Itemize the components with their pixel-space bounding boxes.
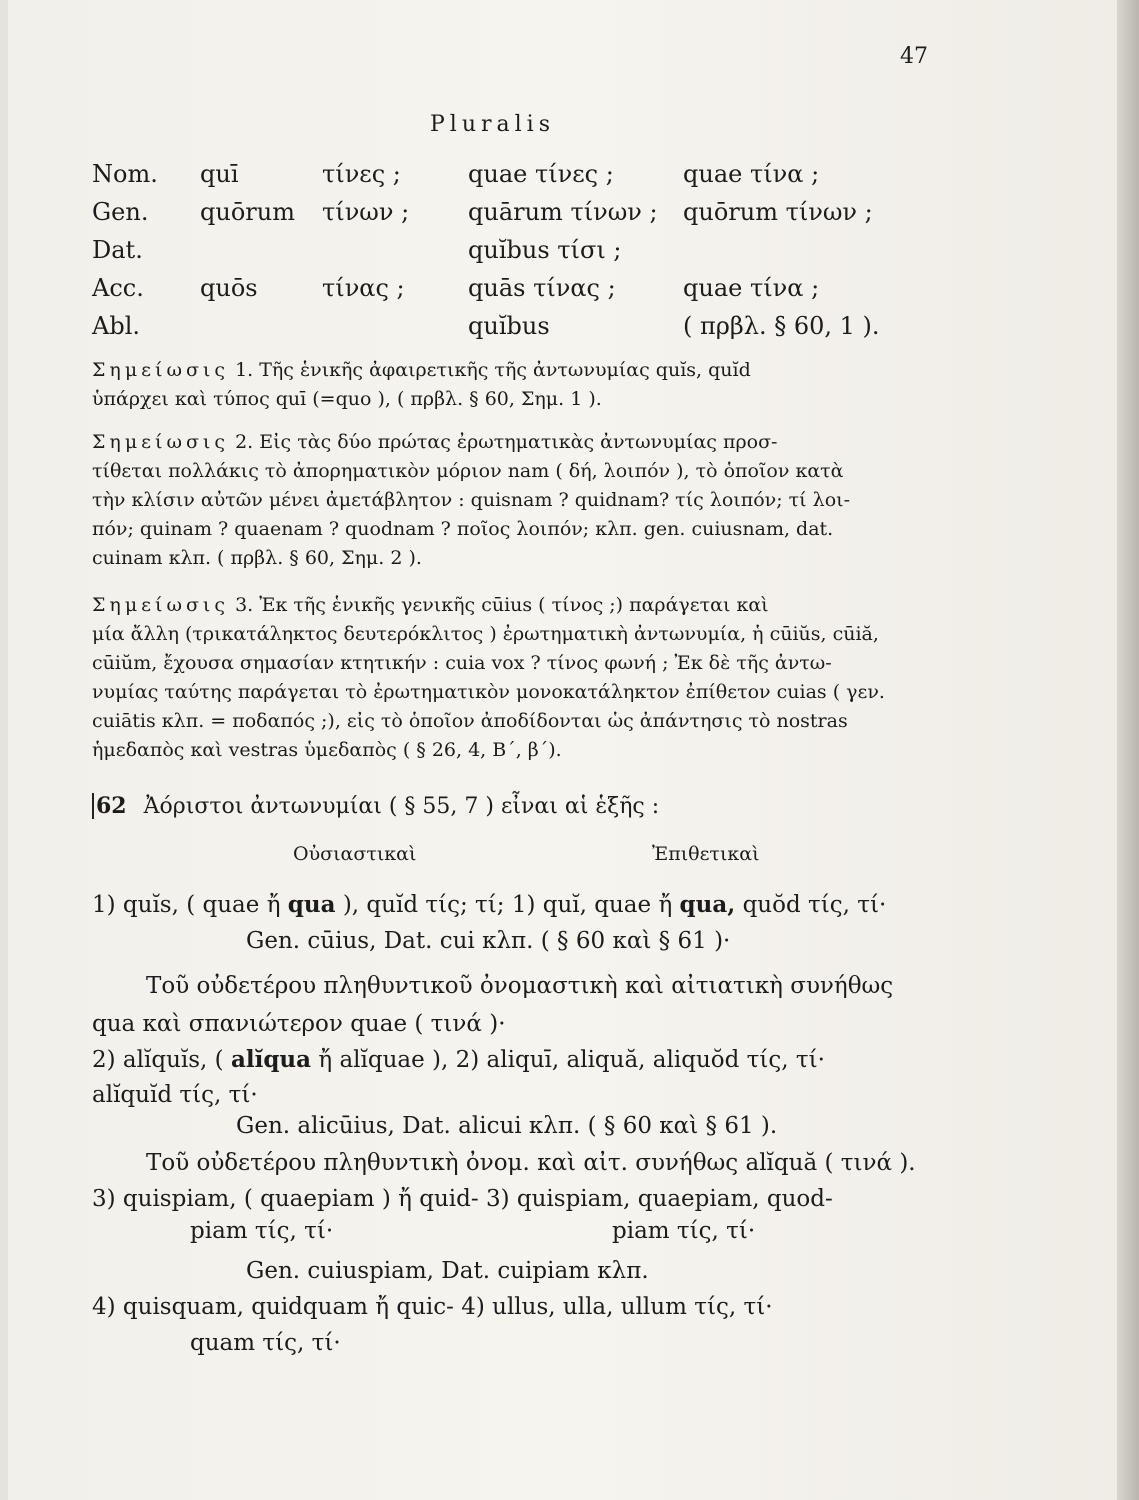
column-heading-substantive: Οὐσιαστικαὶ bbox=[293, 843, 417, 865]
item-1-note-line-1: Τοῦ οὐδετέρου πληθυντικοῦ ὀνομαστικὴ καὶ αἰτιατικὴ συνήθως bbox=[146, 973, 894, 999]
item-bold-text: alĭqua bbox=[230, 1046, 312, 1073]
note-3 bbox=[92, 591, 930, 765]
neut-form: quōrum τίνων ; bbox=[683, 198, 873, 226]
masc-latin: quōrum bbox=[200, 198, 295, 226]
note-2 bbox=[92, 428, 930, 573]
note-text: 2. Εἰς τὰς δύο πρώτας ἐρωτηματικὰς ἀντωνυμίας προσ- bbox=[235, 431, 778, 453]
fem-form: quĭbus τίσι ; bbox=[468, 236, 622, 264]
case-label: Dat. bbox=[92, 236, 143, 264]
page-number: 47 bbox=[900, 44, 928, 69]
page-binding-edge bbox=[1117, 0, 1139, 1500]
note-text: cuiātis κλπ. = ποδαπός ;), εἰς τὸ ὁποῖον ἀποδίδονται ὡς ἀπάντησις τὸ nostras bbox=[92, 710, 848, 732]
section-number: 62 bbox=[92, 793, 127, 819]
note-label: Σημείωσις bbox=[92, 359, 230, 381]
item-2-genitive: Gen. alicūius, Dat. alicui κλπ. ( § 60 καὶ § 61 ). bbox=[236, 1113, 778, 1139]
note-text: μία ἄλλη (τρικατάληκτος δευτερόκλιτος ) ἐρωτηματικὴ ἀντωνυμία, ἡ cūiŭs, cūiă, bbox=[92, 623, 879, 645]
note-text: cūiŭm, ἔχουσα σημασίαν κτητικήν : cuia vox ? τίνος φωνή ; Ἐκ δὲ τῆς ἀντω- bbox=[92, 652, 832, 674]
section-62-heading bbox=[92, 793, 659, 819]
item-bold-text: qua bbox=[287, 891, 336, 918]
case-label: Nom. bbox=[92, 160, 158, 188]
item-4-line-2: quam τίς, τί· bbox=[190, 1330, 341, 1356]
masc-greek: τίνες ; bbox=[322, 160, 401, 188]
column-heading-adjective: Ἐπιθετικαὶ bbox=[652, 843, 760, 865]
list-item-1 bbox=[92, 891, 886, 918]
section-title: Pluralis bbox=[430, 112, 556, 137]
masc-greek: τίνων ; bbox=[322, 198, 410, 226]
fem-form: quārum τίνων ; bbox=[468, 198, 658, 226]
item-bold-text: qua, bbox=[679, 891, 736, 918]
note-1 bbox=[92, 356, 930, 414]
note-text: πόν; quinam ? quaenam ? quodnam ? ποῖος λοιπόν; κλπ. gen. cuiusnam, dat. bbox=[92, 518, 834, 540]
case-label: Acc. bbox=[92, 274, 144, 302]
note-text: 3. Ἐκ τῆς ἑνικῆς γενικῆς cūius ( τίνος ;) παράγεται καὶ bbox=[235, 594, 769, 616]
note-text: τὴν κλίσιν αὐτῶν μένει ἀμετάβλητον : quisnam ? quidnam? τίς λοιπόν; τί λοι- bbox=[92, 489, 851, 511]
masc-latin: quōs bbox=[200, 274, 258, 302]
item-1-note-line-2: qua καὶ σπανιώτερον quae ( τινά )· bbox=[92, 1011, 506, 1037]
note-text: 1. Τῆς ἑνικῆς ἀφαιρετικῆς τῆς ἀντωνυμίας quĭs, quĭd bbox=[235, 359, 751, 381]
note-text: τίθεται πολλάκις τὸ ἀπορηματικὸν μόριον nam ( δή, λοιπόν ), τὸ ὁποῖον κατὰ bbox=[92, 460, 844, 482]
list-item-2 bbox=[92, 1046, 825, 1073]
item-text: 2) alĭquĭs, ( bbox=[92, 1047, 224, 1073]
page-left-edge bbox=[0, 0, 8, 1500]
item-1-genitive: Gen. cūius, Dat. cui κλπ. ( § 60 καὶ § 61 )· bbox=[246, 928, 731, 954]
note-label: Σημείωσις bbox=[92, 594, 230, 616]
list-item-3: 3) quispiam, ( quaepiam ) ἤ quid- 3) quispiam, quaepiam, quod- bbox=[92, 1186, 833, 1212]
list-item-4: 4) quisquam, quidquam ἤ quic- 4) ullus, ulla, ullum τίς, τί· bbox=[92, 1294, 773, 1320]
note-text: cuinam κλπ. ( πρβλ. § 60, Σημ. 2 ). bbox=[92, 547, 422, 569]
masc-latin: quī bbox=[200, 160, 239, 188]
neut-form: quae τίνα ; bbox=[683, 160, 820, 188]
neut-form: ( πρβλ. § 60, 1 ). bbox=[683, 312, 880, 340]
item-text: 1) quĭs, ( quae ἤ bbox=[92, 892, 281, 918]
fem-form: quĭbus bbox=[468, 312, 550, 340]
section-text: Ἀόριστοι ἀντωνυμίαι ( § 55, 7 ) εἶναι αἱ ἑξῆς : bbox=[143, 794, 660, 819]
case-label: Abl. bbox=[92, 312, 140, 340]
note-text: ὑπάρχει καὶ τύπος quī (=quo ), ( πρβλ. § 60, Σημ. 1 ). bbox=[92, 388, 602, 410]
item-3-line-2b: piam τίς, τί· bbox=[612, 1218, 756, 1244]
item-3-genitive: Gen. cuiuspiam, Dat. cuipiam κλπ. bbox=[246, 1258, 649, 1284]
note-text: νυμίας ταύτης παράγεται τὸ ἐρωτηματικὸν μονοκατάληκτον ἐπίθετον cuias ( γεν. bbox=[92, 681, 885, 703]
item-2-note: Τοῦ οὐδετέρου πληθυντικὴ ὀνομ. καὶ αἰτ. συνήθως alĭquă ( τινά ). bbox=[146, 1150, 916, 1176]
item-text: ), quĭd τίς; τί; 1) quĭ, quae ἤ bbox=[342, 892, 673, 918]
neut-form: quae τίνα ; bbox=[683, 274, 820, 302]
note-text: ἡμεδαπὸς καὶ vestras ὑμεδαπὸς ( § 26, 4, Β΄, β΄). bbox=[92, 739, 562, 761]
masc-greek: τίνας ; bbox=[322, 274, 405, 302]
case-label: Gen. bbox=[92, 198, 149, 226]
note-label: Σημείωσις bbox=[92, 431, 230, 453]
item-3-line-2a: piam τίς, τί· bbox=[190, 1218, 334, 1244]
fem-form: quās τίνας ; bbox=[468, 274, 616, 302]
item-text: ἤ alĭquae ), 2) aliquī, aliquă, aliquŏd τίς, τί· bbox=[318, 1047, 825, 1073]
fem-form: quae τίνες ; bbox=[468, 160, 614, 188]
item-2-line-2: alĭquĭd τίς, τί· bbox=[92, 1082, 258, 1108]
item-text: quŏd τίς, τί· bbox=[742, 892, 887, 918]
